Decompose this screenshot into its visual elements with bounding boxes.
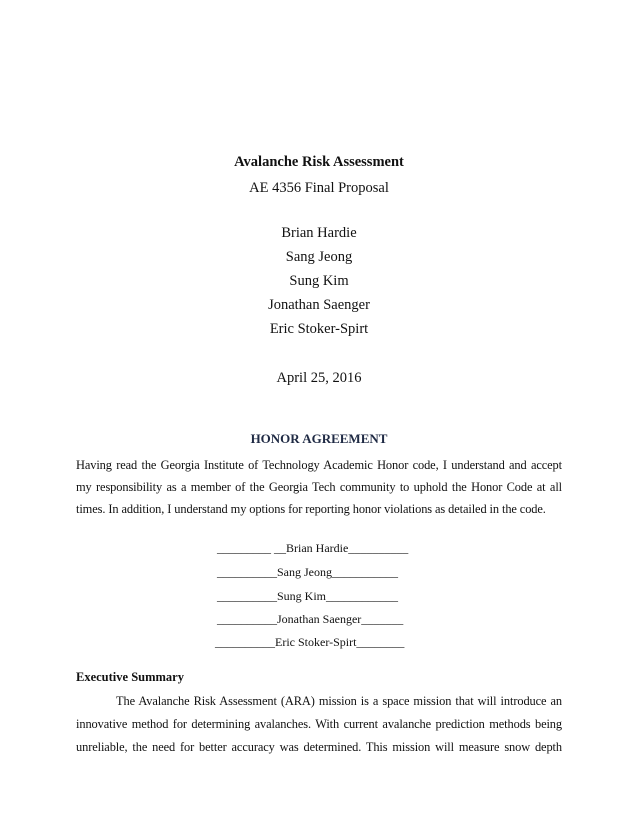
honor-text-line: Having read the Georgia Institute of Technology Academic Honor code, I understand and accept: [76, 458, 562, 472]
signature-line: __________Jonathan Saenger_______: [217, 612, 404, 626]
signature-line: __________Eric Stoker-Spirt________: [215, 635, 405, 649]
author-name: Sang Jeong: [285, 249, 353, 265]
signature-line: __________Sung Kim____________: [217, 589, 399, 603]
author-name: Brian Hardie: [281, 225, 357, 241]
signature-line: _________ __Brian Hardie__________: [217, 541, 409, 555]
honor-text-line: times. In addition, I understand my options for reporting honor violations as detailed in the code.: [76, 502, 546, 516]
summary-text-line: The Avalanche Risk Assessment (ARA) mission is a space mission that will introduce an: [116, 694, 562, 708]
document-date: April 25, 2016: [276, 370, 362, 386]
author-name: Jonathan Saenger: [268, 297, 370, 313]
summary-text-line: innovative method for determining avalanches. With current avalanche prediction methods being: [76, 717, 562, 731]
signature-line: __________Sang Jeong___________: [217, 565, 398, 579]
summary-text-line: unreliable, the need for better accuracy was determined. This mission will measure snow depth: [76, 740, 562, 754]
document-subtitle: AE 4356 Final Proposal: [249, 180, 389, 196]
executive-summary-heading: Executive Summary: [76, 670, 184, 684]
honor-text-line: my responsibility as a member of the Georgia Tech community to uphold the Honor Code at all: [76, 480, 562, 494]
document-title: Avalanche Risk Assessment: [234, 154, 404, 170]
author-name: Eric Stoker-Spirt: [269, 321, 369, 337]
author-name: Sung Kim: [289, 273, 349, 289]
honor-agreement-heading: HONOR AGREEMENT: [250, 431, 388, 446]
